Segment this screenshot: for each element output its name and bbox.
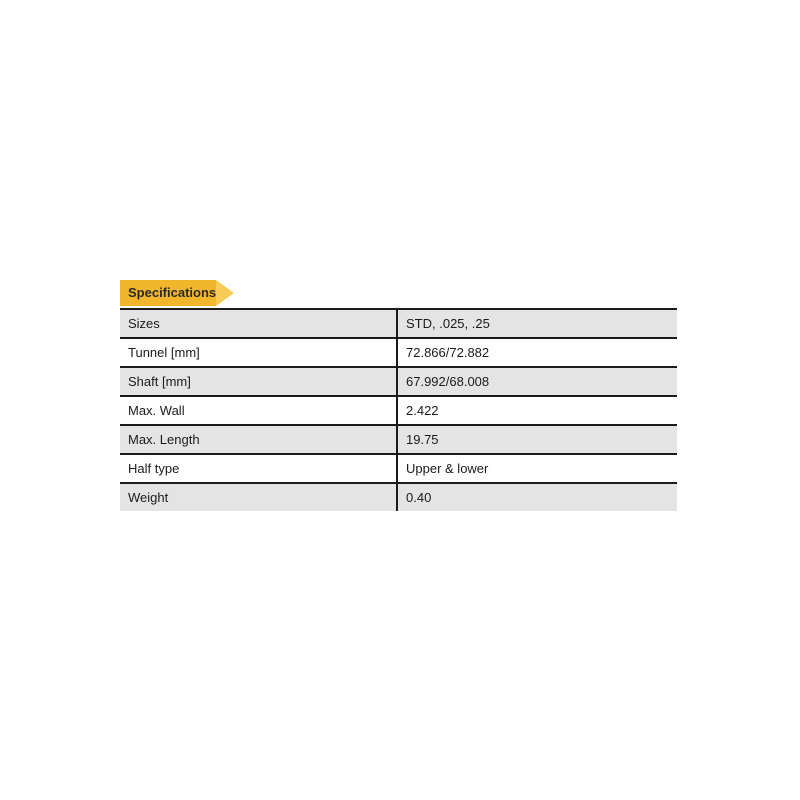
spec-value: 2.422 [406,403,439,418]
spec-value: 72.866/72.882 [406,345,490,360]
spec-value: 0.40 [406,490,432,505]
spec-label: Weight [120,484,398,511]
arrow-right-icon [216,280,234,306]
specifications-tab-label: Specifications [128,285,217,300]
spec-value: 67.992/68.008 [406,374,490,389]
spec-value: Upper & lower [406,461,489,476]
spec-label: Max. Length [120,426,398,453]
specifications-section [120,280,677,511]
specifications-table [120,308,677,511]
spec-label: Half type [120,455,398,482]
specifications-tab [120,280,216,306]
table-row [120,424,677,453]
spec-label: Max. Wall [120,397,398,424]
spec-label: Sizes [120,310,398,337]
spec-value: STD, .025, .25 [406,316,490,331]
spec-label: Tunnel [mm] [120,339,398,366]
table-row [120,308,677,337]
table-row [120,453,677,482]
table-row [120,366,677,395]
spec-value: 19.75 [406,432,439,447]
table-row [120,337,677,366]
table-row [120,395,677,424]
spec-label: Shaft [mm] [120,368,398,395]
table-row [120,482,677,511]
